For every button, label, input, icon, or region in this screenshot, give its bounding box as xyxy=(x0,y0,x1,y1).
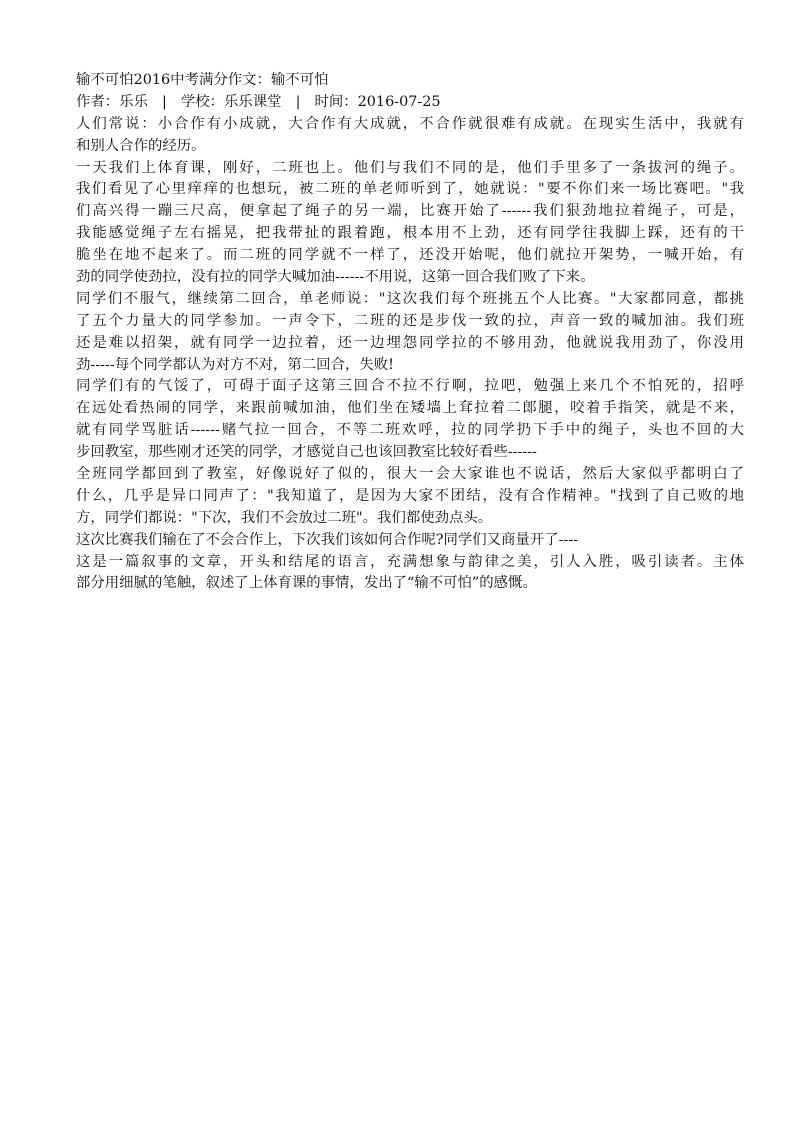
body-line: 和别人合作的经历。 xyxy=(76,137,206,154)
body-line: 我能感觉绳子左右摇晃，把我带扯的跟着跑，根本用不上劲，还有同学往我脚上踩，还有的干 xyxy=(76,225,744,242)
document-title: 输不可怕2016中考满分作文：输不可怕 xyxy=(76,72,329,88)
school-text: 学校：乐乐课堂 xyxy=(180,93,282,110)
time-text: 时间：2016-07-25 xyxy=(314,93,441,110)
author-text: 作者：乐乐 xyxy=(76,93,148,110)
body-line: 什么，几乎是异口同声了："我知道了，是因为大家不团结，没有合作精神。"找到了自己败的地 xyxy=(76,487,744,504)
body-line: 步回教室，那些刚才还笑的同学，才感觉自己也该回教室比较好看些------ xyxy=(76,444,537,461)
body-line: 这次比赛我们输在了不会合作上，下次我们该如何合作呢?同学们又商量开了---- xyxy=(76,531,579,548)
meta-separator: | xyxy=(161,93,167,110)
body-line: 了五个力量大的同学参加。一声令下，二班的还是步伐一致的拉，声音一致的喊加油。我们班 xyxy=(76,312,744,329)
meta-separator: | xyxy=(295,93,301,110)
body-line: 劲的同学使劲拉，没有拉的同学大喊加油------不用说，这第一回合我们败了下来。 xyxy=(76,269,595,286)
body-line: 同学们不服气，继续第二回合，单老师说："这次我们每个班挑五个人比赛。"大家都同意，都挑 xyxy=(76,290,744,307)
body-line: 脆坐在地不起来了。而二班的同学就不一样了，还没开始呢，他们就拉开架势，一喊开始，有 xyxy=(76,247,744,264)
body-line: 在远处看热闹的同学，来跟前喊加油，他们坐在矮墙上耷拉着二郎腿，咬着手指笑，就是不来， xyxy=(76,400,744,417)
body-line: 这是一篇叙事的文章，开头和结尾的语言，充满想象与韵律之美，引人入胜，吸引读者。主体 xyxy=(76,553,744,570)
body-line: 部分用细腻的笔触，叙述了上体育课的事情，发出了“输不可怕”的感慨。 xyxy=(76,575,537,592)
body-line: 劲-----每个同学都认为对方不对，第二回合，失败! xyxy=(76,356,394,373)
body-line: 全班同学都回到了教室，好像说好了似的，很大一会大家谁也不说话，然后大家似乎都明白了 xyxy=(76,466,744,483)
body-line: 方，同学们都说："下次，我们不会放过二班"。我们都使劲点头。 xyxy=(76,509,493,526)
body-line: 还是难以招架，就有同学一边拉着，还一边埋怨同学拉的不够用劲，他就说我用劲了，你没用 xyxy=(76,334,744,351)
document-meta xyxy=(76,92,744,114)
body-line: 一天我们上体育课，刚好，二班也上。他们与我们不同的是，他们手里多了一条拔河的绳子。 xyxy=(76,159,744,176)
body-line: 们高兴得一蹦三尺高，便拿起了绳子的另一端，比赛开始了------我们狠劲地拉着绳子，可是， xyxy=(76,203,744,220)
body-line: 就有同学骂脏话------赌气拉一回合，不等二班欢呼，拉的同学扔下手中的绳子，头也不回的大 xyxy=(76,422,744,439)
body-line: 人们常说：小合作有小成就，大合作有大成就，不合作就很难有成就。在现实生活中，我就有 xyxy=(76,115,744,132)
body-line: 同学们有的气馁了，可碍于面子这第三回合不拉不行啊，拉吧，勉强上来几个不怕死的，招呼 xyxy=(76,378,744,395)
document-page xyxy=(76,70,744,595)
body-line: 我们看见了心里痒痒的也想玩，被二班的单老师听到了，她就说："要不你们来一场比赛吧。"我 xyxy=(76,181,744,198)
